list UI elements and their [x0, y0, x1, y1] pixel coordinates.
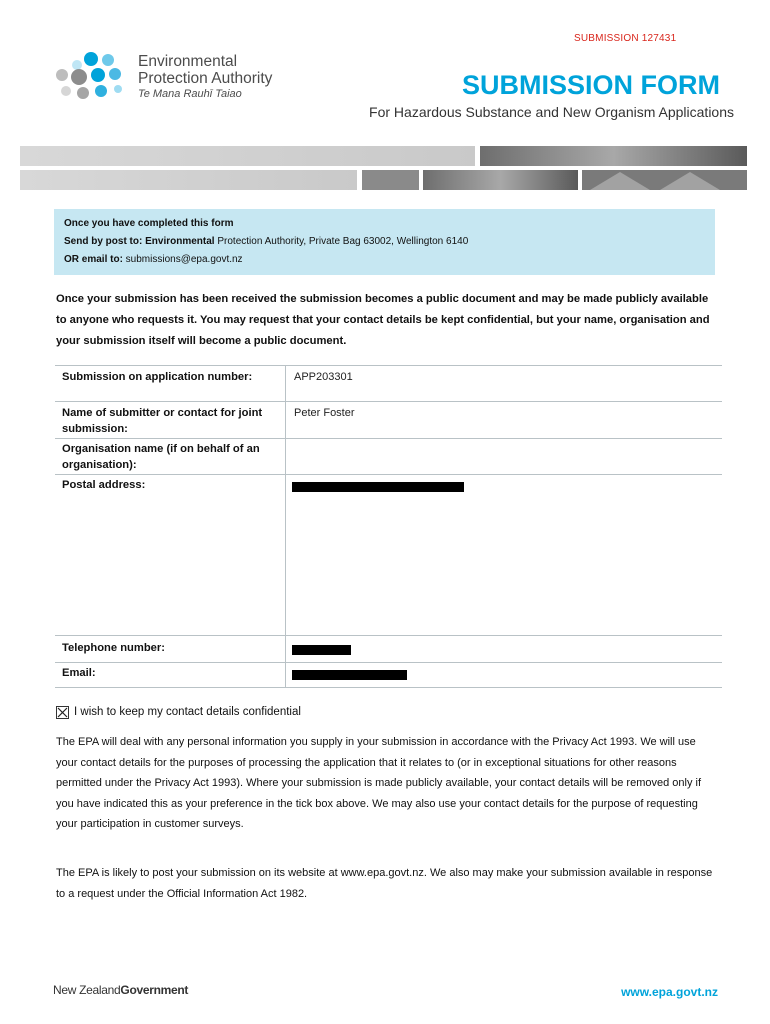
nz-government-logo-part1: New Zealand — [53, 983, 121, 997]
submitter-details-table — [55, 365, 722, 688]
instructions-post-label: Send by post to: Environmental — [64, 236, 215, 247]
instructions-email-address: submissions@epa.govt.nz — [122, 254, 243, 265]
logo-text-line1: Environmental — [138, 53, 238, 70]
submitter-name-label: Name of submitter or contact for joint submission: — [62, 407, 263, 435]
instructions-email-label: OR email to: — [64, 254, 123, 265]
checkbox-cross-icon — [57, 707, 68, 718]
epa-website-link[interactable]: www.epa.govt.nz — [621, 985, 718, 999]
epa-logo — [52, 50, 302, 106]
header-banner-image — [20, 146, 747, 190]
email-redaction[interactable] — [292, 670, 407, 680]
nz-government-logo — [53, 983, 188, 997]
email-label: Email: — [62, 667, 96, 679]
instructions-heading: Once you have completed this form — [64, 218, 234, 229]
form-subtitle: For Hazardous Substance and New Organism Applications — [369, 104, 734, 120]
privacy-paragraph: The EPA will deal with any personal information you supply in your submission in accordance with the Privacy Act 1993. We will use your contact details for the purposes of processing the application that it relates to (or in exceptional situations for other reasons permitted under the Privacy Act 1993). Where your submission is made publicly available, your contact details will be removed only if you have indicated this as your preference in the tick box above. We may also use your contact details for the purpose of requesting your participation in customer surveys. — [56, 736, 702, 830]
confidential-checkbox[interactable] — [56, 706, 69, 719]
instructions-post — [64, 236, 468, 247]
application-number-label: Submission on application number: — [62, 371, 253, 383]
telephone-redaction[interactable] — [292, 645, 351, 655]
instructions-email — [64, 254, 243, 265]
telephone-label: Telephone number: — [62, 642, 165, 654]
nz-government-logo-part2: Government — [120, 983, 189, 997]
confidential-checkbox-label[interactable]: I wish to keep my contact details confidential — [74, 706, 301, 718]
logo-text-maori: Te Mana Rauhī Taiao — [138, 88, 242, 100]
postal-address-label: Postal address: — [62, 479, 146, 491]
application-number-value[interactable]: APP203301 — [294, 371, 353, 383]
logo-text-line2: Protection Authority — [138, 70, 273, 87]
epa-logo-mark-icon — [52, 50, 132, 106]
submission-id: SUBMISSION 127431 — [574, 33, 677, 44]
postal-address-redaction[interactable] — [292, 482, 464, 492]
organisation-name-field[interactable] — [294, 443, 714, 471]
website-paragraph: The EPA is likely to post your submission on its website at www.epa.govt.nz. We also may make your submission available in response to a request under the Official Information Act 1982. — [56, 867, 713, 900]
organisation-name-label: Organisation name (if on behalf of an organisation): — [62, 443, 260, 471]
public-document-notice: Once your submission has been received the submission becomes a public document and may be made publicly available to anyone who requests it. You may request that your contact details be kept confidential, but your name, organisation and your submission itself will become a public document. — [56, 293, 710, 347]
instructions-post-address: Protection Authority, Private Bag 63002, Wellington 6140 — [214, 236, 469, 247]
submission-instructions-box — [54, 209, 715, 275]
submitter-name-value[interactable]: Peter Foster — [294, 407, 355, 419]
form-title: SUBMISSION FORM — [461, 70, 720, 100]
